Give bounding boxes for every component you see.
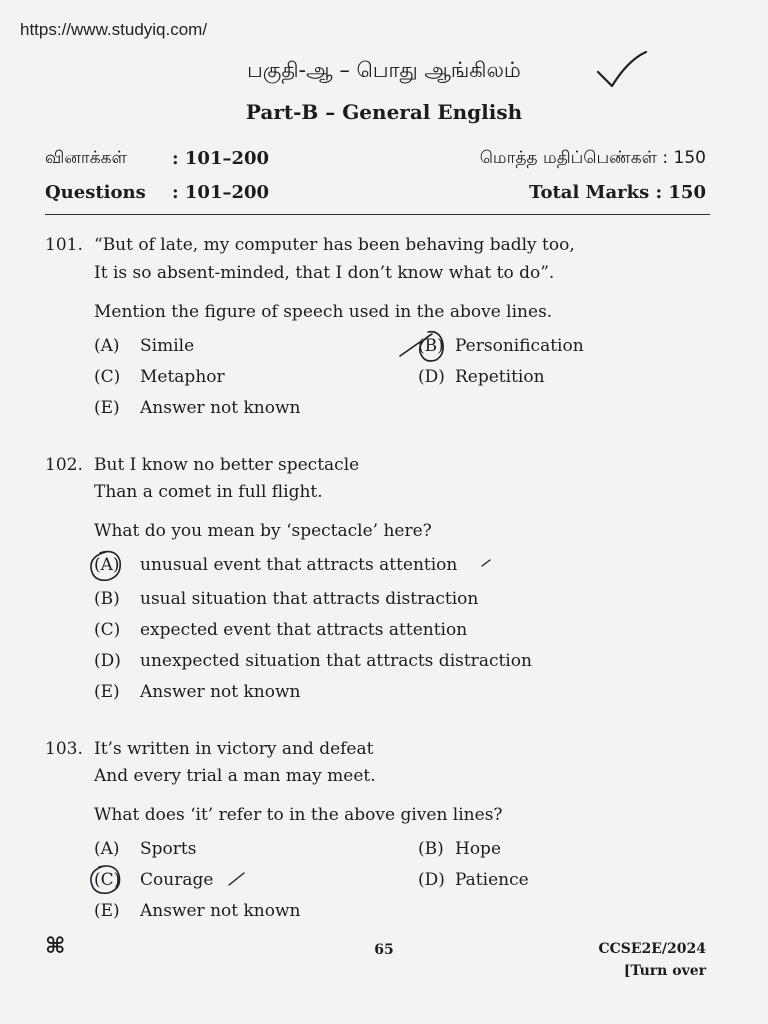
question-line: It is so absent-minded, that I don’t know what to do”. bbox=[94, 263, 555, 283]
option-a[interactable]: (A) Simile bbox=[94, 336, 195, 356]
question-line: But I know no better spectacle bbox=[94, 455, 360, 475]
question-number: 102. bbox=[45, 455, 83, 475]
tick-mark-icon bbox=[400, 342, 420, 356]
question-line: “But of late, my computer has been behaving badly too, bbox=[94, 235, 575, 255]
option-e[interactable]: (E) Answer not known bbox=[94, 901, 301, 921]
total-marks-tamil: மொத்த மதிப்பெண்கள் : 150 bbox=[479, 148, 706, 168]
option-c[interactable]: (C) expected event that attracts attention bbox=[94, 620, 468, 640]
paper-code: CCSE2E/2024 bbox=[598, 941, 706, 957]
option-c[interactable]: (C) Metaphor bbox=[94, 367, 225, 387]
option-a[interactable]: (A) Sports bbox=[94, 839, 197, 859]
questions-range-tamil: : 101–200 bbox=[172, 148, 270, 169]
page-number: 65 bbox=[374, 942, 394, 958]
footer-symbol: ⌘ bbox=[45, 934, 66, 959]
option-b[interactable]: (B) usual situation that attracts distraction bbox=[94, 589, 479, 609]
questions-range: : 101–200 bbox=[172, 182, 270, 203]
question-prompt: Mention the figure of speech used in the above lines. bbox=[94, 302, 553, 322]
option-e[interactable]: (E) Answer not known bbox=[94, 682, 301, 702]
option-b[interactable]: (B) Personification bbox=[418, 336, 584, 356]
option-d[interactable]: (D) Patience bbox=[418, 870, 529, 890]
source-url: https://www.studyiq.com/ bbox=[20, 20, 208, 39]
total-marks: Total Marks : 150 bbox=[529, 182, 706, 203]
option-c[interactable]: (C) Courage bbox=[94, 870, 214, 890]
question-prompt: What do you mean by ‘spectacle’ here? bbox=[94, 521, 432, 541]
question-number: 101. bbox=[45, 235, 83, 255]
question-prompt: What does ‘it’ refer to in the above given lines? bbox=[94, 805, 503, 825]
header-divider bbox=[45, 214, 710, 215]
section-title-tamil: பகுதி-ஆ – பொது ஆங்கிலம் bbox=[247, 58, 521, 82]
turn-over-note: [Turn over bbox=[623, 963, 706, 979]
question-number: 103. bbox=[45, 739, 83, 759]
option-e[interactable]: (E) Answer not known bbox=[94, 398, 301, 418]
option-a[interactable]: (A) unusual event that attracts attention bbox=[94, 555, 458, 575]
tick-mark-icon bbox=[229, 873, 244, 885]
option-d[interactable]: (D) unexpected situation that attracts distraction bbox=[94, 651, 532, 671]
section-title: Part-B – General English bbox=[245, 100, 523, 124]
question-line: And every trial a man may meet. bbox=[94, 766, 376, 786]
question-line: Than a comet in full flight. bbox=[94, 482, 323, 502]
option-b[interactable]: (B) Hope bbox=[418, 839, 502, 859]
questions-label-tamil: வினாக்கள் bbox=[45, 148, 127, 168]
questions-label: Questions bbox=[45, 182, 146, 203]
option-d[interactable]: (D) Repetition bbox=[418, 367, 545, 387]
question-line: It’s written in victory and defeat bbox=[94, 739, 374, 759]
tick-mark-icon bbox=[482, 560, 490, 566]
